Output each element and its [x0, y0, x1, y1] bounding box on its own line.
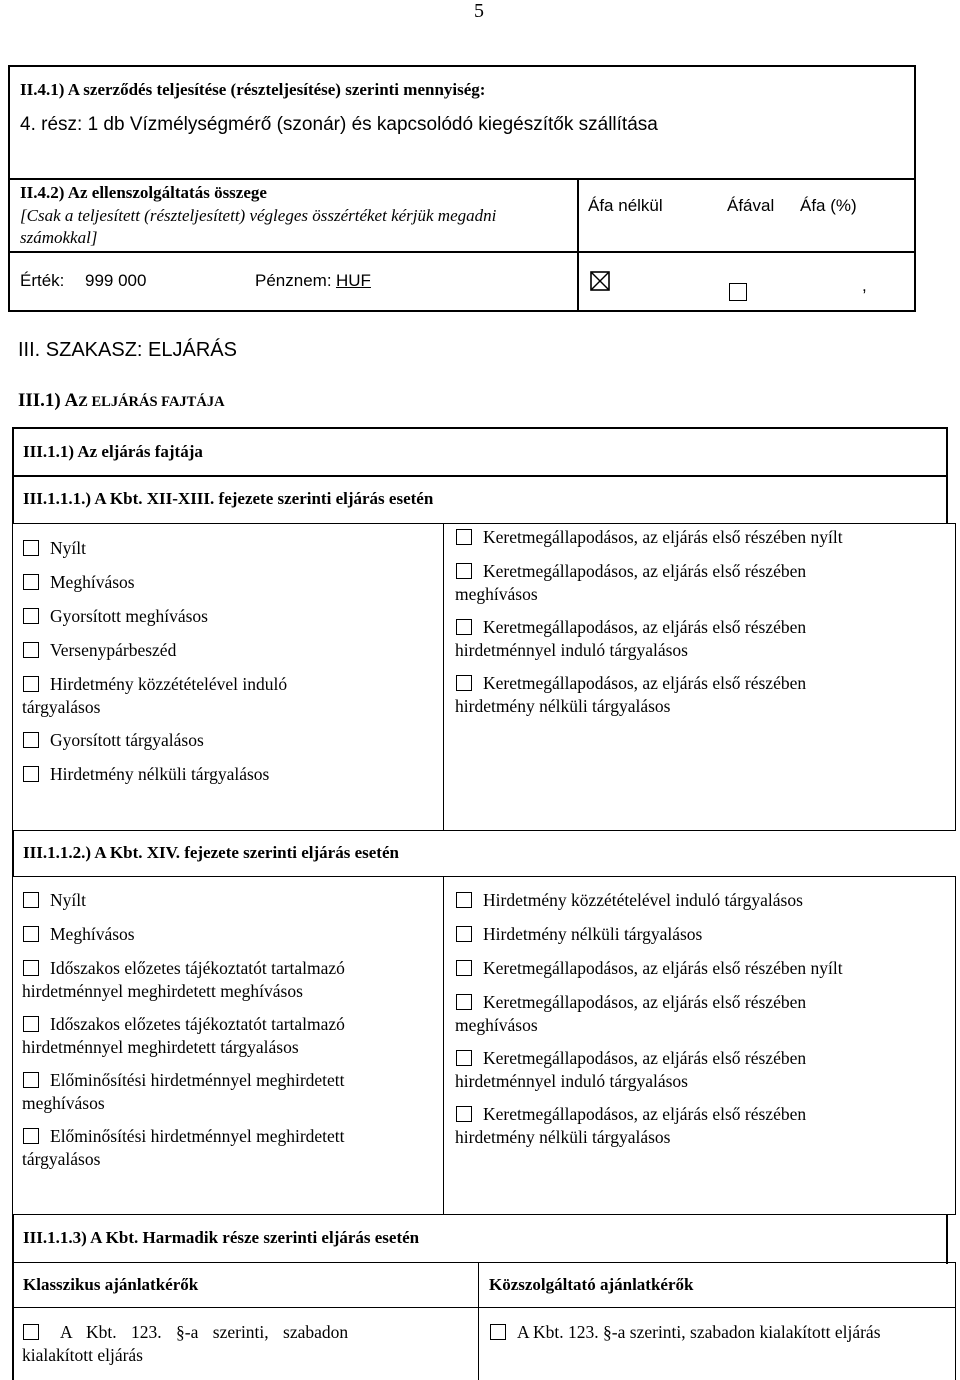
page-number: 5	[474, 0, 484, 22]
checkbox-icon[interactable]	[456, 1050, 472, 1066]
checkbox-icon[interactable]	[490, 1324, 506, 1340]
checkbox-icon[interactable]	[23, 766, 39, 782]
col-net: Áfa nélkül	[588, 196, 663, 215]
sub-prefix: III.1) A	[18, 390, 79, 411]
option-nyilt: Nyílt	[22, 889, 86, 912]
checkbox-icon[interactable]	[23, 960, 39, 976]
s242-title: II.4.2) Az ellenszolgáltatás összege	[20, 183, 267, 202]
divider	[478, 1262, 479, 1380]
option-gyorsitott-meghivasos: Gyorsított meghívásos	[22, 605, 208, 628]
option-idoszakos-targyalasos: Időszakos előzetes tájékoztatót tartalmazó hirdetménnyel meghirdetett tárgyalásos	[22, 1014, 345, 1057]
currency-label: Pénznem:	[255, 271, 332, 290]
option-meghivasos: Meghívásos	[22, 923, 135, 946]
col-utility: Közszolgáltató ajánlatkérők	[489, 1275, 694, 1294]
checkbox-icon[interactable]	[456, 1106, 472, 1122]
option-keret-nyilt: Keretmegállapodásos, az eljárás első részében nyílt	[455, 526, 843, 549]
checkbox-icon[interactable]	[23, 608, 39, 624]
s241-title: II.4.1) A szerződés teljesítése (részteljesítése) szerinti mennyiség:	[20, 80, 486, 99]
comma: ,	[862, 276, 867, 295]
checkbox-icon[interactable]	[456, 926, 472, 942]
checkbox-icon[interactable]	[456, 529, 472, 545]
option-gyorsitott-targyalasos: Gyorsított tárgyalásos	[22, 729, 204, 752]
option-keret-hirdetmeny-nelkuli: Keretmegállapodásos, az eljárás első részében hirdetmény nélküli tárgyalásos	[455, 673, 807, 716]
divider	[12, 1307, 956, 1308]
section3-heading: III. SZAKASZ: ELJÁRÁS	[18, 339, 237, 361]
checkbox-icon[interactable]	[23, 926, 39, 942]
option-nyilt: Nyílt	[22, 537, 86, 560]
p311-title: III.1.1) Az eljárás fajtája	[23, 442, 203, 461]
divider	[12, 1214, 956, 1215]
s242-note-line2: számokkal]	[20, 228, 98, 247]
p3111-title: III.1.1.1.) A Kbt. XII-XIII. fejezete szerinti eljárás esetén	[23, 489, 434, 508]
col-classic: Klasszikus ajánlatkérők	[23, 1275, 199, 1294]
option-hirdetmeny-nelkuli: Hirdetmény nélküli tárgyalásos	[455, 923, 702, 946]
checkbox-icon[interactable]	[23, 1128, 39, 1144]
p3113-title: III.1.1.3) A Kbt. Harmadik része szerinti eljárás esetén	[23, 1228, 420, 1247]
checked-checkbox-icon[interactable]	[590, 271, 610, 291]
checkbox-icon[interactable]	[456, 675, 472, 691]
col-pct: Áfa (%)	[800, 196, 857, 215]
s241-text: 4. rész: 1 db Vízmélységmérő (szonár) és kapcsolódó kiegészítők szállítása	[20, 114, 658, 135]
divider	[955, 1262, 956, 1380]
checkbox-icon[interactable]	[729, 283, 747, 301]
section3-subheading	[18, 390, 225, 412]
option-versenyparbeszed: Versenypárbeszéd	[22, 639, 176, 662]
currency: HUF	[336, 271, 371, 290]
divider	[8, 178, 916, 180]
checkbox-icon[interactable]	[23, 1324, 39, 1340]
option-utility-123: A Kbt. 123. §-a szerinti, szabadon kialakított eljárás	[489, 1321, 881, 1344]
checkbox-icon[interactable]	[23, 1016, 39, 1032]
checkbox-icon[interactable]	[23, 892, 39, 908]
s242-note-line1: [Csak a teljesített (részteljesített) végleges összértéket kérjük megadni	[20, 206, 497, 225]
divider	[955, 876, 956, 1215]
option-meghivasos: Meghívásos	[22, 571, 135, 594]
option-elominositesi-meghivasos: Előminősítési hirdetménnyel meghirdetett meghívásos	[22, 1070, 345, 1113]
option-keret-hirdetmennyel: Keretmegállapodásos, az eljárás első részében hirdetménnyel induló tárgyalásos	[455, 617, 807, 660]
option-keret-hirdetmennyel: Keretmegállapodásos, az eljárás első részében hirdetménnyel induló tárgyalásos	[455, 1048, 807, 1091]
option-keret-meghivasos: Keretmegállapodásos, az eljárás első részében meghívásos	[455, 561, 807, 604]
option-idoszakos-meghivasos: Időszakos előzetes tájékoztatót tartalmazó hirdetménnyel meghirdetett meghívásos	[22, 958, 345, 1001]
checkbox-icon[interactable]	[23, 1072, 39, 1088]
checkbox-icon[interactable]	[23, 574, 39, 590]
checkbox-icon[interactable]	[23, 676, 39, 692]
option-hirdetmeny-kozzetetelevel: Hirdetmény közzétételével induló tárgyalásos	[22, 674, 288, 717]
divider	[8, 251, 916, 253]
divider	[577, 178, 579, 312]
divider	[443, 876, 444, 1215]
divider	[946, 1214, 948, 1264]
divider	[12, 876, 956, 877]
divider	[12, 876, 13, 1215]
divider	[955, 523, 956, 831]
checkbox-icon[interactable]	[456, 994, 472, 1010]
divider	[12, 830, 956, 831]
option-hirdetmeny-kozzetetelevel: Hirdetmény közzétételével induló tárgyalásos	[455, 889, 803, 912]
option-keret-nyilt: Keretmegállapodásos, az eljárás első részében nyílt	[455, 957, 843, 980]
checkbox-icon[interactable]	[23, 540, 39, 556]
option-keret-hirdetmeny-nelkuli: Keretmegállapodásos, az eljárás első részében hirdetmény nélküli tárgyalásos	[455, 1104, 807, 1147]
value-label: Érték:	[20, 271, 65, 290]
divider	[12, 523, 13, 831]
option-classic-123: A Kbt. 123. §-a szerinti, szabadon kialakított eljárás	[22, 1322, 349, 1365]
checkbox-icon[interactable]	[23, 732, 39, 748]
option-keret-meghivasos: Keretmegállapodásos, az eljárás első részében meghívásos	[455, 992, 807, 1035]
divider	[12, 830, 14, 877]
option-elominositesi-targyalasos: Előminősítési hirdetménnyel meghirdetett tárgyalásos	[22, 1126, 345, 1169]
checkbox-icon[interactable]	[456, 563, 472, 579]
p3112-title: III.1.1.2.) A Kbt. XIV. fejezete szerinti eljárás esetén	[23, 843, 399, 862]
divider	[12, 523, 956, 524]
col-vat: Áfával	[727, 196, 775, 215]
checkbox-icon[interactable]	[23, 642, 39, 658]
checkbox-icon[interactable]	[456, 892, 472, 908]
divider	[12, 1262, 956, 1263]
checkbox-icon[interactable]	[456, 619, 472, 635]
divider	[946, 477, 948, 524]
divider	[12, 477, 14, 524]
divider	[12, 1214, 14, 1380]
value: 999 000	[85, 271, 147, 290]
sub-rest: Z ELJÁRÁS FAJTÁJA	[78, 394, 225, 410]
checkbox-icon[interactable]	[456, 960, 472, 976]
option-hirdetmeny-nelkuli: Hirdetmény nélküli tárgyalásos	[22, 763, 269, 786]
divider	[443, 523, 444, 831]
